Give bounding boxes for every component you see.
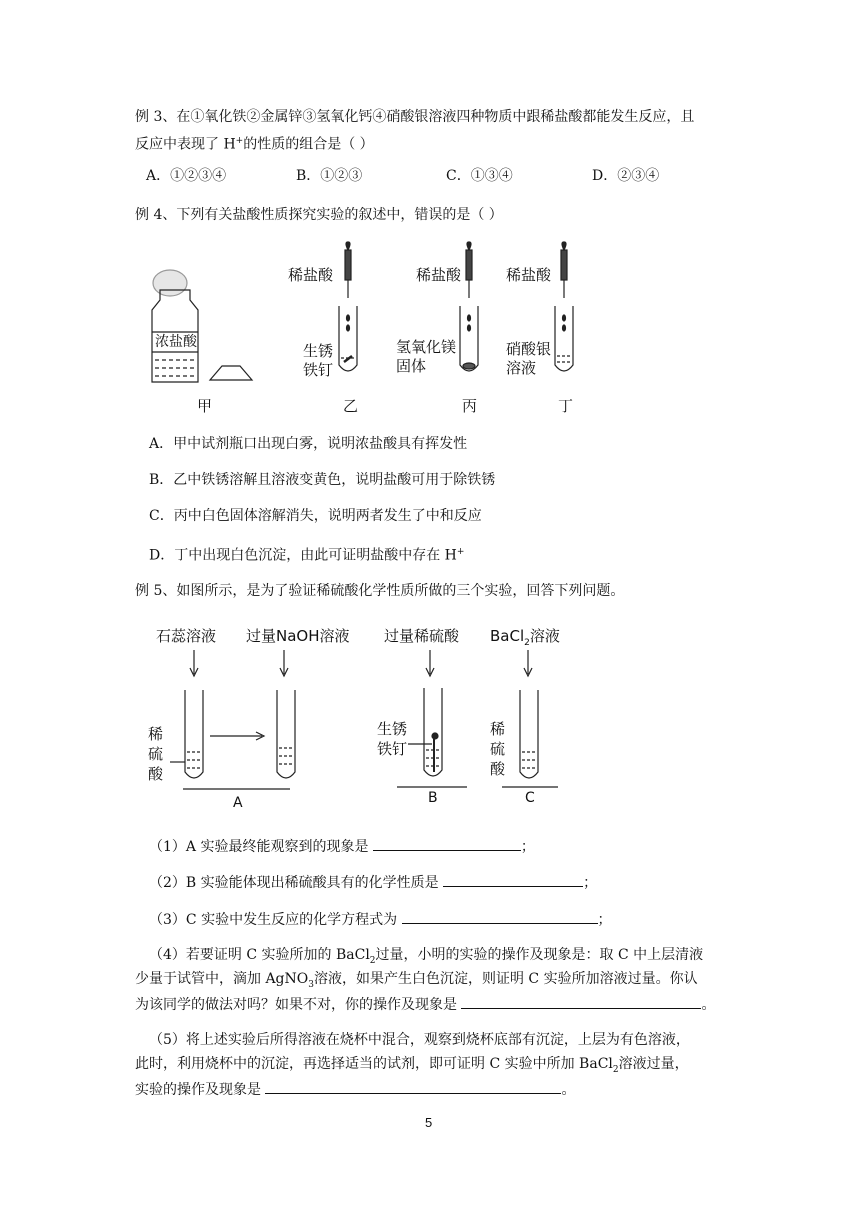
ex5-q5-line1: （5）将上述实验后所得溶液在烧杯中混合，观察到烧杯底部有沉淀，上层为有色溶液， xyxy=(149,1032,690,1048)
answer-blank-3[interactable] xyxy=(402,909,598,924)
label-c-dilute-1: 稀 xyxy=(490,720,506,738)
label-excess-h2so4: 过量稀硫酸 xyxy=(384,627,460,645)
ex5-q3: （3）C 实验中发生反应的化学方程式为 ； xyxy=(149,909,612,930)
label-conc-acid: 浓盐酸 xyxy=(155,334,197,350)
label-bacl2: BaCl$_2$溶液 xyxy=(490,627,560,648)
label-dilute-acid-ding: 稀盐酸 xyxy=(506,266,552,284)
ex5-q1: （1）A 实验最终能观察到的现象是 ； xyxy=(149,836,535,857)
ex5-q4-line2: 少量于试管中，滴加 AgNO$_3$溶液，如果产生白色沉淀，则证明 C 实验所加溶液过量。你认 xyxy=(135,971,698,990)
label-a-dilute-2: 硫 xyxy=(148,745,164,763)
label-c-dilute-2: 硫 xyxy=(490,740,506,758)
ex3-option-a: A．①②③④ xyxy=(146,168,227,184)
caption-c: C xyxy=(525,790,535,806)
label-a-dilute-1: 稀 xyxy=(148,725,164,743)
label-rusty-1: 生锈 xyxy=(303,342,334,360)
label-b-rusty-2: 铁钉 xyxy=(377,740,408,758)
caption-a: A xyxy=(233,795,243,811)
caption-b: B xyxy=(428,790,438,806)
ex4-option-c: C．丙中白色固体溶解消失，说明两者发生了中和反应 xyxy=(149,508,482,524)
ex3-option-b: B．①②③ xyxy=(296,168,363,184)
tube-c xyxy=(520,690,538,778)
label-a-dilute-3: 酸 xyxy=(148,765,164,783)
ex4-option-a: A．甲中试剂瓶口出现白雾，说明浓盐酸具有挥发性 xyxy=(149,436,468,452)
ex5-q5-line2: 此时，利用烧杯中的沉淀，再选择适当的试剂，即可证明 C 实验中所加 BaCl$_2$溶液过量， xyxy=(135,1056,689,1075)
ex3-option-d: D．②③④ xyxy=(592,168,660,184)
ex3-line2: 反应中表现了 H+的性质的组合是（ ） xyxy=(135,136,374,153)
answer-blank-5[interactable] xyxy=(265,1079,561,1094)
tube-a1 xyxy=(185,690,203,778)
ex3-option-c: C．①③④ xyxy=(446,168,513,184)
ex4-stem: 例 4、下列有关盐酸性质探究实验的叙述中，错误的是（ ） xyxy=(135,207,503,223)
label-dilute-acid-yi: 稀盐酸 xyxy=(288,266,334,284)
page-number: 5 xyxy=(425,1115,433,1130)
ex5-stem: 例 5、如图所示，是为了验证稀硫酸化学性质所做的三个实验，回答下列问题。 xyxy=(135,583,625,599)
label-dilute-acid-bing: 稀盐酸 xyxy=(416,266,462,284)
answer-blank-2[interactable] xyxy=(443,872,583,887)
ex4-option-d: D．丁中出现白色沉淀，由此可证明盐酸中存在 H+ xyxy=(149,547,465,564)
label-agno3-2: 溶液 xyxy=(506,359,537,377)
caption-bing: 丙 xyxy=(462,397,478,415)
caption-ding: 丁 xyxy=(558,397,574,415)
caption-jia: 甲 xyxy=(197,397,213,415)
label-mgoh-2: 固体 xyxy=(396,357,427,375)
label-agno3-1: 硝酸银 xyxy=(506,340,552,358)
ex5-q2: （2）B 实验能体现出稀硫酸具有的化学性质是 ； xyxy=(149,872,597,893)
label-mgoh-1: 氢氧化镁 xyxy=(396,338,457,356)
label-litmus: 石蕊溶液 xyxy=(156,627,217,645)
label-rusty-2: 铁钉 xyxy=(303,361,334,379)
label-c-dilute-3: 酸 xyxy=(490,760,506,778)
answer-blank-4[interactable] xyxy=(461,994,701,1009)
ex5-q5-line3: 实验的操作及现象是 。 xyxy=(135,1079,575,1100)
ex5-q4-line3: 为该同学的做法对吗？如果不对，你的操作及现象是 。 xyxy=(135,994,715,1015)
label-b-rusty-1: 生锈 xyxy=(377,720,408,738)
ex3-line1: 例 3、在①氧化铁②金属锌③氢氧化钙④硝酸银溶液四种物质中跟稀盐酸都能发生反应，且 xyxy=(135,109,695,125)
tube-a2 xyxy=(277,690,295,778)
answer-blank-1[interactable] xyxy=(373,836,521,851)
caption-yi: 乙 xyxy=(343,397,359,415)
ex4-option-b: B．乙中铁锈溶解且溶液变黄色，说明盐酸可用于除铁锈 xyxy=(149,472,496,488)
label-naoh: 过量NaOH溶液 xyxy=(246,627,350,645)
ex5-q4-line1: （4）若要证明 C 实验所加的 BaCl$_2$过量，小明的实验的操作及现象是：取 C 中上层清液 xyxy=(149,947,704,966)
